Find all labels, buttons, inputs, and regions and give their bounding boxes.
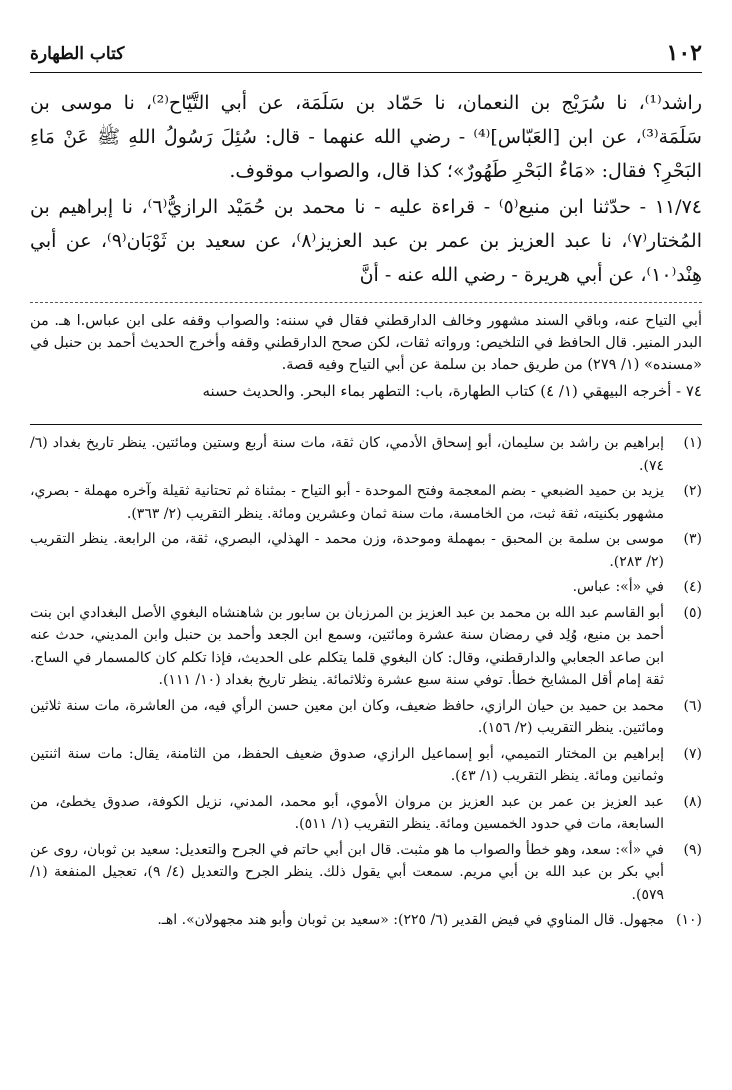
footnote-number: (٢)	[683, 483, 702, 499]
footnote-number: (٥)	[683, 604, 702, 621]
footnote-number: (٧)	[683, 745, 702, 762]
main-text	[30, 86, 702, 292]
page-number: ١٠٢	[666, 40, 702, 66]
footnote-number: (١٠)	[676, 912, 702, 928]
footnote-text: موسى بن سلمة بن المحبق - بمهملة وموحدة، وزن محمد - الهذلي، البصري، ثقة، من الرابعة. ينظر التقريب (٢/ ٢٨٣).	[30, 531, 664, 570]
footnote	[30, 743, 702, 788]
footnote-text: مجهول. قال المناوي في فيض القدير (٦/ ٢٢٥): «سعيد بن ثوبان وأبو هند مجهولان». اهـ.	[157, 912, 664, 928]
footnote-number: (٣)	[683, 531, 702, 547]
footnote-number: (١)	[683, 435, 702, 451]
footnote-number: (٤)	[683, 579, 702, 595]
footnote-text: إبراهيم بن راشد بن سليمان، أبو إسحاق الأدمي، كان ثقة، مات سنة أربع وستين ومائتين. ينظر تاريخ بغداد (٦/ ٧٤).	[30, 435, 664, 474]
footnote-text: عبد العزيز بن عمر بن عبد العزيز بن مروان الأموي، أبو محمد، المدني، نزيل الكوفة، صدوق يخطئ، من السابعة، مات في حدود الخمسين ومائة. ينظر التقريب (١/ ٥١١).	[30, 793, 664, 832]
footnote	[30, 839, 702, 907]
footnote	[30, 791, 702, 836]
takhrij-74: ٧٤ - أخرجه البيهقي (١/ ٤) كتاب الطهارة، باب: التطهر بماء البحر. والحديث حسنه	[202, 382, 702, 400]
footnote	[30, 528, 702, 573]
footnote	[30, 695, 702, 740]
footnote-text: أبو القاسم عبد الله بن محمد بن عبد العزيز بن المرزبان بن سابور بن شاهنشاه البغوي الأصل البغدادي ابن بنت أحمد بن منيع، وُلِد في رمضان سنة عشرة ومائتين، وسمع ابن الجعد وأحمد بن حنبل وابن المديني، حدث عنه ابن صاعد الجعابي والدارقطني، وقال: كان البغوي قلما يتكلم على الحديث، فإذا تكلم كان كالمسمار في الساج. ثقة إمام أقل المشايخ خطأ. توفي سنة سبع عشرة وثلاثمائة. ينظر تاريخ بغداد (١٠/ ١١١).	[30, 604, 664, 688]
hadith-73-text: راشد⁽¹⁾، نا سُرَيْج بن النعمان، نا حَمّاد بن سَلَمَة، عن أبي التَّيّاح⁽²⁾، نا موسى بن سَلَمَة⁽³⁾، عن ابن [العَبّاس]⁽⁴⁾ - رضي الله عنهما - قال: سُئِلَ رَسُولُ اللهِ ﷺ عَنْ مَاءِ البَحْرِ؟ فقال: «مَاءُ البَحْرِ طَهُورٌ»؛ كذا قال، والصواب موقوف.	[30, 92, 703, 182]
takhrij-section	[30, 310, 702, 402]
footnote-text: في «أ»: سعد، وهو خطأ والصواب ما هو مثبت. قال ابن أبي حاتم في الجرح والتعديل: سعيد بن ثوبان، روى عن أبي بكر بن عبد الله بن أبي مريم. سمعت أبي يقول ذلك. ينظر الجرح والتعديل (٤/ ٩)، تعجيل المنفعة (١/ ٥٧٩).	[30, 841, 665, 903]
dashed-separator	[30, 302, 702, 303]
footnote	[30, 602, 702, 692]
footnote-text: يزيد بن حميد الضبعي - بضم المعجمة وفتح الموحدة - أبو التياح - بمثناة ثم تحتانية ثقيلة وآخره مهملة - بصري، مشهور بكنيته، ثقة ثبت، من الخامسة، مات سنة ثمان وعشرين ومائة. ينظر التقريب (٢/ ٣٦٣).	[30, 483, 664, 522]
footnote	[30, 480, 702, 525]
footnote-number: (٩)	[683, 841, 702, 858]
page-header	[30, 38, 702, 73]
footnote-number: (٨)	[683, 793, 702, 810]
footnote-separator	[30, 424, 702, 425]
footnote	[30, 432, 702, 477]
hadith-74-text: ١١/٧٤ - حدّثنا ابن منيع⁽٥⁾ - قراءة عليه - نا محمد بن حُمَيْد الرازيُّ⁽٦⁾، نا إبراهيم بن المُختار⁽٧⁾، نا عبد العزيز بن عمر بن عبد العزيز⁽٨⁾، عن سعيد بن ثَوْبَان⁽٩⁾، عن أبي هِنْد⁽١٠⁾، عن أبي هريرة - رضي الله عنه - أنَّ	[30, 196, 702, 286]
footnotes	[30, 432, 702, 935]
footnote-number: (٦)	[683, 697, 702, 714]
footnote-text: في «أ»: عباس.	[572, 579, 664, 595]
footnote-text: إبراهيم بن المختار التميمي، أبو إسماعيل الرازي، صدوق ضعيف الحفظ، من الثامنة، يقال: مات سنة اثنتين وثمانين ومائة. ينظر التقريب (١/ ٤٣).	[30, 745, 664, 784]
footnote-text: محمد بن حميد بن حيان الرازي، حافظ ضعيف، وكان ابن معين حسن الرأي فيه، من العاشرة، مات سنة ثلاثين ومائتين. ينظر التقريب (٢/ ١٥٦).	[30, 697, 664, 736]
takhrij-73: أبي التياح عنه، وباقي السند مشهور وخالف الدارقطني فقال في سننه: والصواب وقفه على ابن عباس.ا هـ. من البدر المنير. قال الحافظ في التلخيص: ورواته ثقات، لكن صحح الدارقطني وقفه وأخرج الحديث أحمد بن حنبل في «مسنده» (١/ ٢٧٩) من طريق حماد بن سلمة عن أبي التياح وفيه قصة.	[30, 313, 702, 373]
footnote	[30, 909, 702, 932]
running-title: كتاب الطهارة	[30, 44, 125, 64]
footnote	[30, 576, 702, 599]
